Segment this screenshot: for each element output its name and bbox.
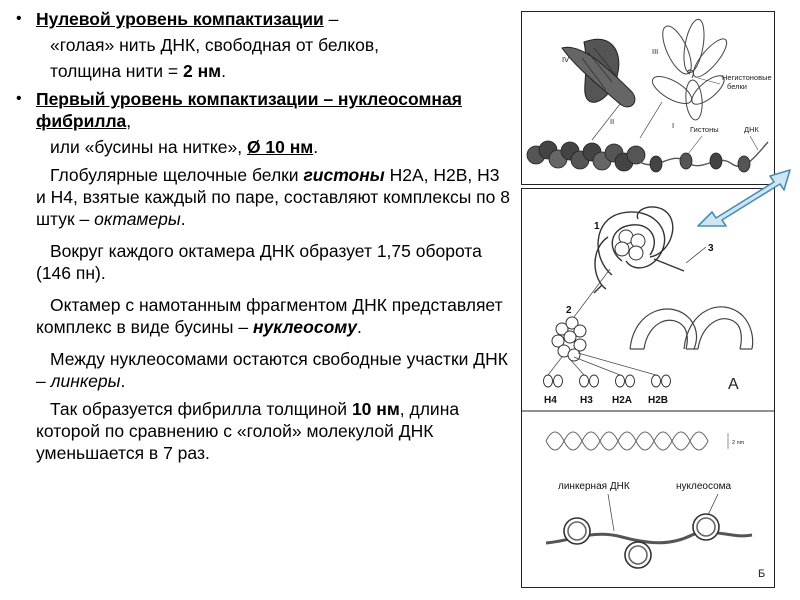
bullet-dot: • bbox=[16, 90, 22, 107]
histone-core-drawing bbox=[615, 230, 645, 260]
bullet-zero-level bbox=[10, 8, 510, 30]
linkers-term: линкеры bbox=[50, 371, 121, 391]
label-h4: Н4 bbox=[544, 395, 557, 406]
label-nonhistone: Негистоновые bbox=[722, 73, 772, 82]
linkers-period: . bbox=[120, 371, 126, 391]
first-level-line2 bbox=[10, 136, 510, 158]
label-dna: ДНК bbox=[744, 125, 759, 134]
label-nucleosome: нуклеосома bbox=[676, 481, 732, 492]
nucleosome-pre: Октамер с намотанным фрагментом ДНК представляет комплекс в виде бусины – bbox=[36, 295, 503, 337]
label-h3: Н3 bbox=[580, 395, 593, 406]
nucleosome-paragraph bbox=[10, 294, 510, 338]
zero-level-dash: – bbox=[323, 9, 339, 29]
bullet-dot: • bbox=[16, 10, 22, 27]
chromatin-levels-figure bbox=[521, 11, 775, 185]
histone-pairs bbox=[544, 375, 671, 387]
fibril-pre: Так образуется фибрилла толщиной bbox=[50, 399, 352, 419]
histones-term: гистоны bbox=[303, 165, 385, 185]
zero-level-line3 bbox=[10, 60, 510, 82]
nucleosome-period: . bbox=[356, 317, 362, 337]
label-h2a: Н2А bbox=[612, 395, 633, 406]
histones-mid: Н2А, Н2В, Н3 и Н4, взятые каждый по паре, составляют комплексы по 8 штук – bbox=[36, 165, 510, 229]
text-column bbox=[10, 8, 510, 464]
first-level-comma: , bbox=[126, 111, 132, 131]
chromatin-levels-svg bbox=[522, 12, 774, 184]
label-3: 3 bbox=[708, 243, 714, 254]
fibril-post: , длина которой по сравнению с «голой» молекулой ДНК уменьшается в 7 раз. bbox=[36, 399, 460, 463]
diameter-period: . bbox=[313, 137, 319, 157]
label-nonhistone-2: белки bbox=[727, 82, 747, 91]
histones-pre: Глобулярные щелочные белки bbox=[50, 165, 304, 185]
linkers-paragraph bbox=[10, 348, 510, 392]
histones-period: . bbox=[180, 209, 186, 229]
octamers-term: октамеры bbox=[94, 209, 181, 229]
label-linker-dna: линкерная ДНК bbox=[558, 481, 630, 492]
fibril-paragraph bbox=[10, 398, 510, 464]
nucleosome-term: нуклеосому bbox=[252, 317, 357, 337]
nucleosome-figure bbox=[521, 188, 775, 588]
label-h2b: Н2В bbox=[648, 395, 669, 406]
octamer-drawing bbox=[552, 317, 586, 361]
double-arrow-icon bbox=[690, 160, 800, 234]
label-2nm: 2 nm bbox=[732, 440, 745, 446]
turns-paragraph: Вокруг каждого октамера ДНК образует 1,75 оборота (146 пн). bbox=[36, 241, 482, 283]
superhelix-tube-drawing bbox=[630, 307, 753, 349]
label-1: 1 bbox=[594, 221, 600, 232]
fibre-30nm-drawing bbox=[527, 141, 645, 171]
label-histones: Гистоны bbox=[690, 125, 719, 134]
fibril-value: 10 нм bbox=[351, 399, 400, 419]
histones-paragraph bbox=[10, 164, 510, 230]
zero-level-heading: Нулевой уровень компактизации bbox=[36, 9, 324, 29]
label-iv: IV bbox=[562, 55, 570, 64]
chromatin-loops-drawing bbox=[648, 18, 731, 121]
label-panel-b: Б bbox=[758, 568, 766, 580]
label-panel-a: А bbox=[728, 376, 739, 393]
chromosome-drawing bbox=[562, 39, 635, 107]
thickness-period: . bbox=[221, 61, 226, 81]
thickness-value: 2 нм bbox=[183, 61, 222, 81]
thickness-label: толщина нити = bbox=[50, 61, 183, 81]
arrow-shape bbox=[698, 170, 790, 226]
label-i: I bbox=[672, 121, 675, 130]
label-2: 2 bbox=[566, 305, 572, 316]
nucleosome-svg bbox=[522, 189, 774, 587]
bullet-first-level bbox=[10, 88, 510, 132]
first-level-heading: Первый уровень компактизации – нуклеосомная фибрилла bbox=[36, 89, 462, 131]
double-helix-drawing bbox=[546, 432, 708, 450]
zero-level-line2: «голая» нить ДНК, свободная от белков, bbox=[50, 35, 379, 55]
diameter-value: Ø 10 нм bbox=[246, 137, 314, 157]
linkers-pre: Между нуклеосомами остаются свободные участки ДНК – bbox=[36, 349, 508, 391]
label-iii: III bbox=[652, 47, 659, 56]
label-ii: II bbox=[610, 117, 615, 126]
beads-label: или «бусины на нитке», bbox=[50, 137, 247, 157]
